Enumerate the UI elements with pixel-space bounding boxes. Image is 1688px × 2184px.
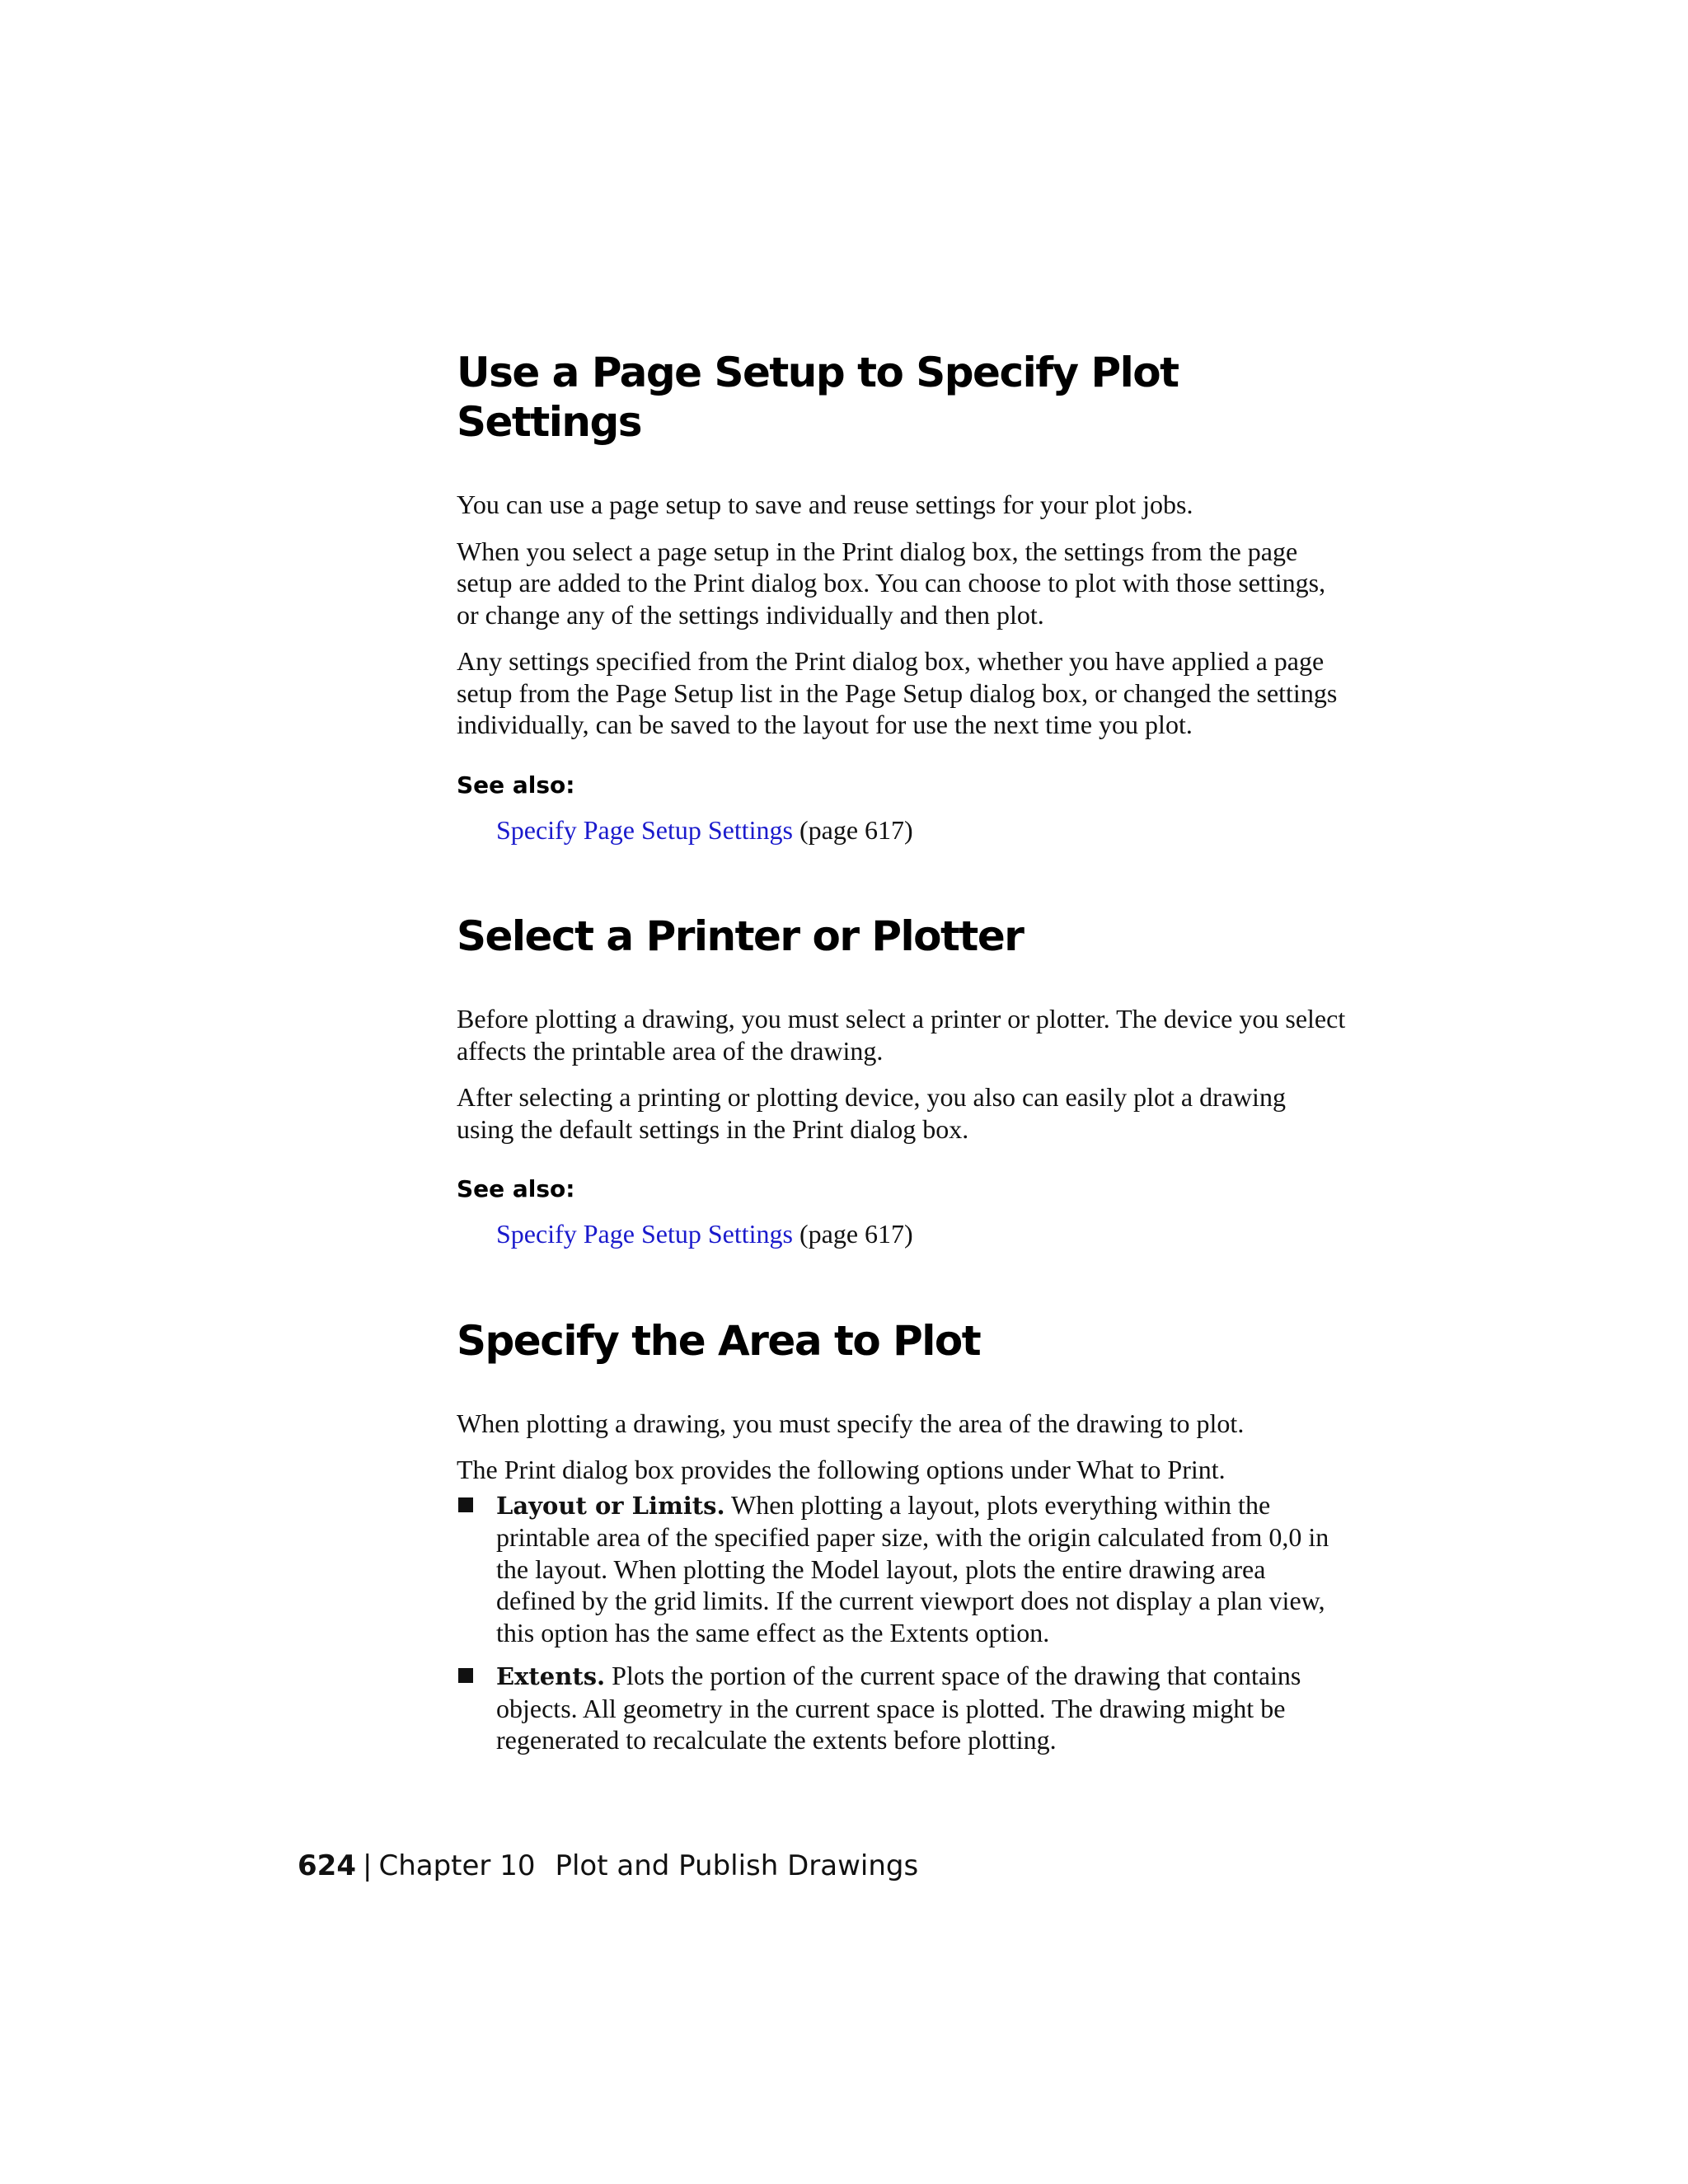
option-term: Layout or Limits. <box>496 1491 725 1520</box>
list-item <box>457 1489 1347 1649</box>
section-area-to-plot <box>457 1316 1347 1756</box>
page-reference: (page 617) <box>792 1219 913 1249</box>
options-list <box>457 1489 1347 1756</box>
option-term: Extents. <box>496 1662 606 1690</box>
see-also-label: See also: <box>457 1175 575 1202</box>
paragraph: The Print dialog box provides the following options under What to Print. <box>457 1455 1226 1484</box>
paragraph: When plotting a drawing, you must specify the area of the drawing to plot. <box>457 1408 1245 1438</box>
page-reference: (page 617) <box>792 814 913 845</box>
option-description: Plots the portion of the current space of the drawing that contains objects. All geometry in the current space is plotted. The drawing might be regenerated to recalculate the extents before plotting. <box>496 1661 1301 1755</box>
page-content <box>457 336 1347 1756</box>
see-also-link[interactable]: Specify Page Setup Settings <box>496 1219 793 1249</box>
paragraph: Before plotting a drawing, you must select a printer or plotter. The device you select affects the printable area of the drawing. <box>457 1004 1346 1066</box>
paragraph: You can use a page setup to save and reuse settings for your plot jobs. <box>457 490 1193 519</box>
chapter-title: Plot and Publish Drawings <box>555 1849 919 1882</box>
option-description: When plotting a layout, plots everything within the printable area of the specified paper size, with the origin calculated from 0,0 in the layout. When plotting the Model layout, plots the entire drawing area defined by the grid limits. If the current viewport does not display a plan view, this option has the same effect as the Extents option. <box>496 1489 1329 1647</box>
section-heading: Select a Printer or Plotter <box>457 912 1024 960</box>
chapter-label: Chapter 10 <box>378 1849 536 1882</box>
section-heading: Specify the Area to Plot <box>457 1316 981 1365</box>
see-also-entry <box>457 1218 1347 1250</box>
paragraph: After selecting a printing or plotting device, you also can easily plot a drawing using the default settings in the Print dialog box. <box>457 1082 1286 1144</box>
section-heading: Use a Page Setup to Specify Plot Settings <box>457 349 1179 446</box>
list-item <box>457 1660 1347 1756</box>
see-also-entry <box>457 814 1347 846</box>
paragraph: Any settings specified from the Print dialog box, whether you have applied a page setup from the Page Setup list in the Page Setup dialog box, or changed the settings individually, can be saved to the layout for use the next time you plot. <box>457 646 1338 739</box>
page-footer <box>298 1846 918 1886</box>
see-also-label: See also: <box>457 771 575 799</box>
square-bullet-icon <box>458 1497 473 1512</box>
see-also-link[interactable]: Specify Page Setup Settings <box>496 814 793 845</box>
page-number: 624 <box>298 1849 356 1882</box>
footer-separator: | <box>362 1849 373 1882</box>
section-select-printer <box>457 912 1347 1250</box>
section-page-setup <box>457 348 1347 846</box>
square-bullet-icon <box>458 1668 473 1683</box>
paragraph: When you select a page setup in the Print dialog box, the settings from the page setup are added to the Print dialog box. You can choose to plot with those settings, or change any of the settings individually and then plot. <box>457 536 1326 630</box>
